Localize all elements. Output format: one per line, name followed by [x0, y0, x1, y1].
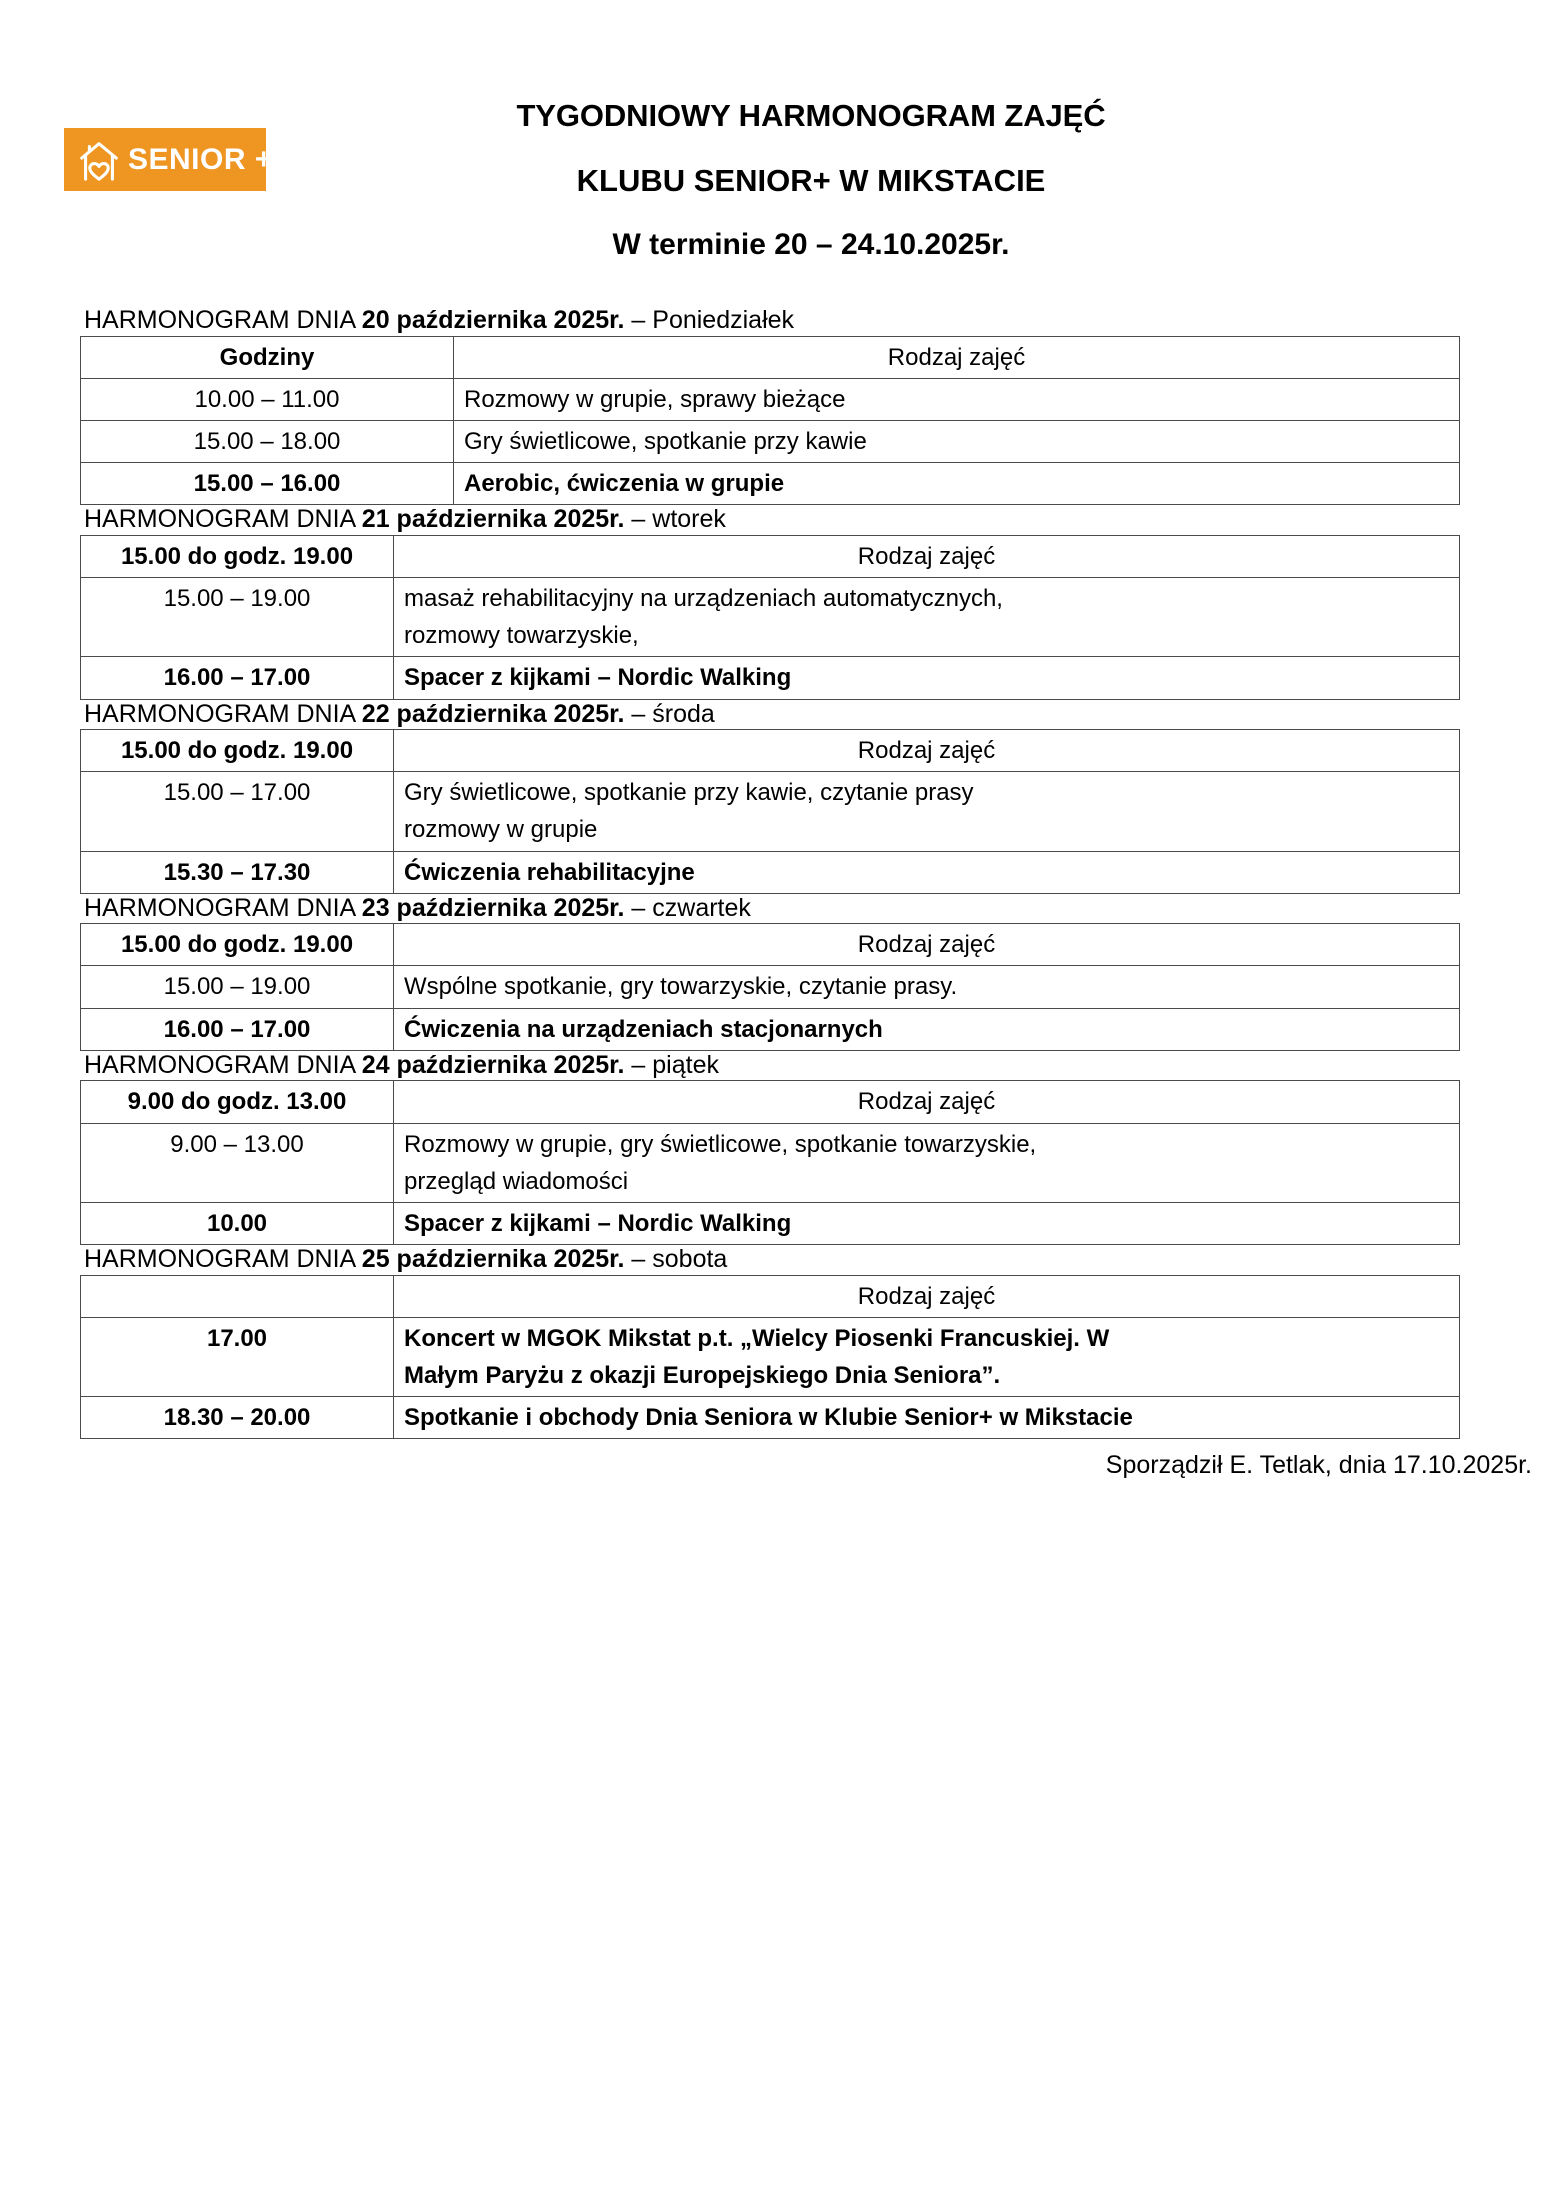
senior-plus-logo [64, 128, 273, 191]
table-row [81, 378, 1460, 420]
day-heading [84, 700, 1556, 730]
activity-line: Rozmowy w grupie, sprawy bieżące [464, 385, 846, 413]
schedule-sections [0, 306, 1556, 1439]
activity-line: Spotkanie i obchody Dnia Seniora w Klubie Senior+ w Mikstacie [404, 1404, 1133, 1432]
logo-label: SENIOR + [128, 142, 273, 176]
activity-line: rozmowy w grupie [404, 816, 598, 844]
column-header-activity: Rodzaj zajęć [454, 336, 1460, 378]
title-block [266, 100, 1556, 260]
activity-line: Aerobic, ćwiczenia w grupie [464, 470, 785, 498]
column-header-hours: Godziny [81, 336, 454, 378]
column-header-activity: Rodzaj zajęć [394, 1275, 1460, 1317]
day-heading [84, 306, 1556, 336]
activity-line: Wspólne spotkanie, gry towarzyskie, czytanie prasy. [404, 973, 958, 1001]
row-hours: 17.00 [81, 1317, 394, 1396]
activity-line: Gry świetlicowe, spotkanie przy kawie, czytanie prasy [404, 779, 974, 807]
table-header-row [81, 336, 1460, 378]
activity-line: Ćwiczenia rehabilitacyjne [404, 858, 695, 886]
column-header-activity: Rodzaj zajęć [394, 535, 1460, 577]
row-activity [394, 1397, 1460, 1439]
house-heart-icon [76, 137, 122, 183]
row-hours: 9.00 – 13.00 [81, 1123, 394, 1202]
row-activity [394, 1123, 1460, 1202]
row-activity [394, 657, 1460, 699]
day-schedule-table [80, 1275, 1460, 1440]
day-heading-weekday: – środa [624, 699, 715, 728]
row-hours: 15.30 – 17.30 [81, 851, 394, 893]
day-heading-weekday: – sobota [624, 1245, 728, 1274]
day-heading [84, 1051, 1556, 1081]
activity-line: Ćwiczenia na urządzeniach stacjonarnych [404, 1015, 883, 1043]
table-row [81, 1397, 1460, 1439]
day-schedule-table [80, 729, 1460, 894]
row-hours: 15.00 – 19.00 [81, 577, 394, 656]
day-schedule-table [80, 336, 1460, 506]
day-schedule-table [80, 923, 1460, 1051]
table-row [81, 1202, 1460, 1244]
table-row [81, 851, 1460, 893]
row-hours: 15.00 – 16.00 [81, 463, 454, 505]
row-hours: 18.30 – 20.00 [81, 1397, 394, 1439]
activity-line: Spacer z kijkami – Nordic Walking [404, 664, 792, 692]
day-heading [84, 1245, 1556, 1275]
row-activity [394, 1202, 1460, 1244]
page-title-line-3: W terminie 20 – 24.10.2025r. [612, 228, 1010, 261]
day-heading [84, 505, 1556, 535]
page-title-line-1: TYGODNIOWY HARMONOGRAM ZAJĘĆ [516, 98, 1106, 133]
table-row [81, 966, 1460, 1008]
column-header-activity: Rodzaj zajęć [394, 1081, 1460, 1123]
table-row [81, 1317, 1460, 1396]
activity-line: Gry świetlicowe, spotkanie przy kawie [464, 427, 867, 455]
day-heading-prefix: HARMONOGRAM DNIA [84, 1050, 362, 1079]
day-schedule-table [80, 535, 1460, 700]
day-heading-prefix: HARMONOGRAM DNIA [84, 505, 362, 534]
day-heading-weekday: – wtorek [624, 505, 726, 534]
day-heading-date: 24 października 2025r. [361, 1050, 625, 1079]
day-heading-weekday: – piątek [624, 1050, 719, 1079]
table-row [81, 1008, 1460, 1050]
table-header-row [81, 730, 1460, 772]
day-heading-weekday: – Poniedziałek [624, 306, 795, 334]
table-row [81, 772, 1460, 851]
row-activity [394, 772, 1460, 851]
column-header-activity: Rodzaj zajęć [394, 924, 1460, 966]
row-activity [454, 420, 1460, 462]
row-hours: 15.00 – 18.00 [81, 420, 454, 462]
activity-line: Rozmowy w grupie, gry świetlicowe, spotkanie towarzyskie, [404, 1130, 1037, 1158]
activity-line: masaż rehabilitacyjny na urządzeniach automatycznych, [404, 584, 1003, 612]
day-heading-prefix: HARMONOGRAM DNIA [84, 306, 362, 334]
row-hours: 10.00 – 11.00 [81, 378, 454, 420]
activity-line: Spacer z kijkami – Nordic Walking [404, 1209, 792, 1237]
day-heading-weekday: – czwartek [624, 893, 751, 922]
row-hours: 15.00 – 17.00 [81, 772, 394, 851]
day-schedule-table [80, 1080, 1460, 1245]
table-row [81, 577, 1460, 656]
row-activity [394, 1317, 1460, 1396]
table-header-row [81, 1275, 1460, 1317]
activity-line: Koncert w MGOK Mikstat p.t. „Wielcy Piosenki Francuskiej. W [404, 1324, 1110, 1352]
row-activity [394, 851, 1460, 893]
page-title-line-2: KLUBU SENIOR+ W MIKSTACIE [576, 163, 1046, 198]
column-header-hours: 15.00 do godz. 19.00 [81, 535, 394, 577]
activity-line: rozmowy towarzyskie, [404, 622, 639, 650]
table-row [81, 657, 1460, 699]
row-hours: 16.00 – 17.00 [81, 1008, 394, 1050]
day-heading-date: 21 października 2025r. [361, 505, 625, 534]
day-heading-date: 23 października 2025r. [361, 893, 625, 922]
row-hours: 10.00 [81, 1202, 394, 1244]
day-heading-prefix: HARMONOGRAM DNIA [84, 893, 362, 922]
column-header-hours: 9.00 do godz. 13.00 [81, 1081, 394, 1123]
day-heading-date: 20 października 2025r. [361, 306, 625, 334]
column-header-activity: Rodzaj zajęć [394, 730, 1460, 772]
row-activity [454, 378, 1460, 420]
day-heading [84, 894, 1556, 924]
table-row [81, 1123, 1460, 1202]
table-header-row [81, 535, 1460, 577]
row-hours: 16.00 – 17.00 [81, 657, 394, 699]
row-hours: 15.00 – 19.00 [81, 966, 394, 1008]
day-heading-date: 22 października 2025r. [361, 699, 625, 728]
column-header-hours: 15.00 do godz. 19.00 [81, 730, 394, 772]
table-header-row [81, 924, 1460, 966]
table-row [81, 463, 1460, 505]
activity-line: przegląd wiadomości [404, 1167, 629, 1195]
row-activity [394, 577, 1460, 656]
table-row [81, 420, 1460, 462]
row-activity [454, 463, 1460, 505]
table-header-row [81, 1081, 1460, 1123]
row-activity [394, 966, 1460, 1008]
day-heading-date: 25 października 2025r. [361, 1245, 625, 1274]
activity-line: Małym Paryżu z okazji Europejskiego Dnia Seniora”. [404, 1361, 1001, 1389]
document-footer: Sporządził E. Tetlak, dnia 17.10.2025r. [1105, 1451, 1532, 1480]
column-header-hours: 15.00 do godz. 19.00 [81, 924, 394, 966]
row-activity [394, 1008, 1460, 1050]
day-heading-prefix: HARMONOGRAM DNIA [84, 1245, 362, 1274]
day-heading-prefix: HARMONOGRAM DNIA [84, 699, 362, 728]
document-header [0, 0, 1556, 260]
column-header-hours [81, 1275, 394, 1317]
